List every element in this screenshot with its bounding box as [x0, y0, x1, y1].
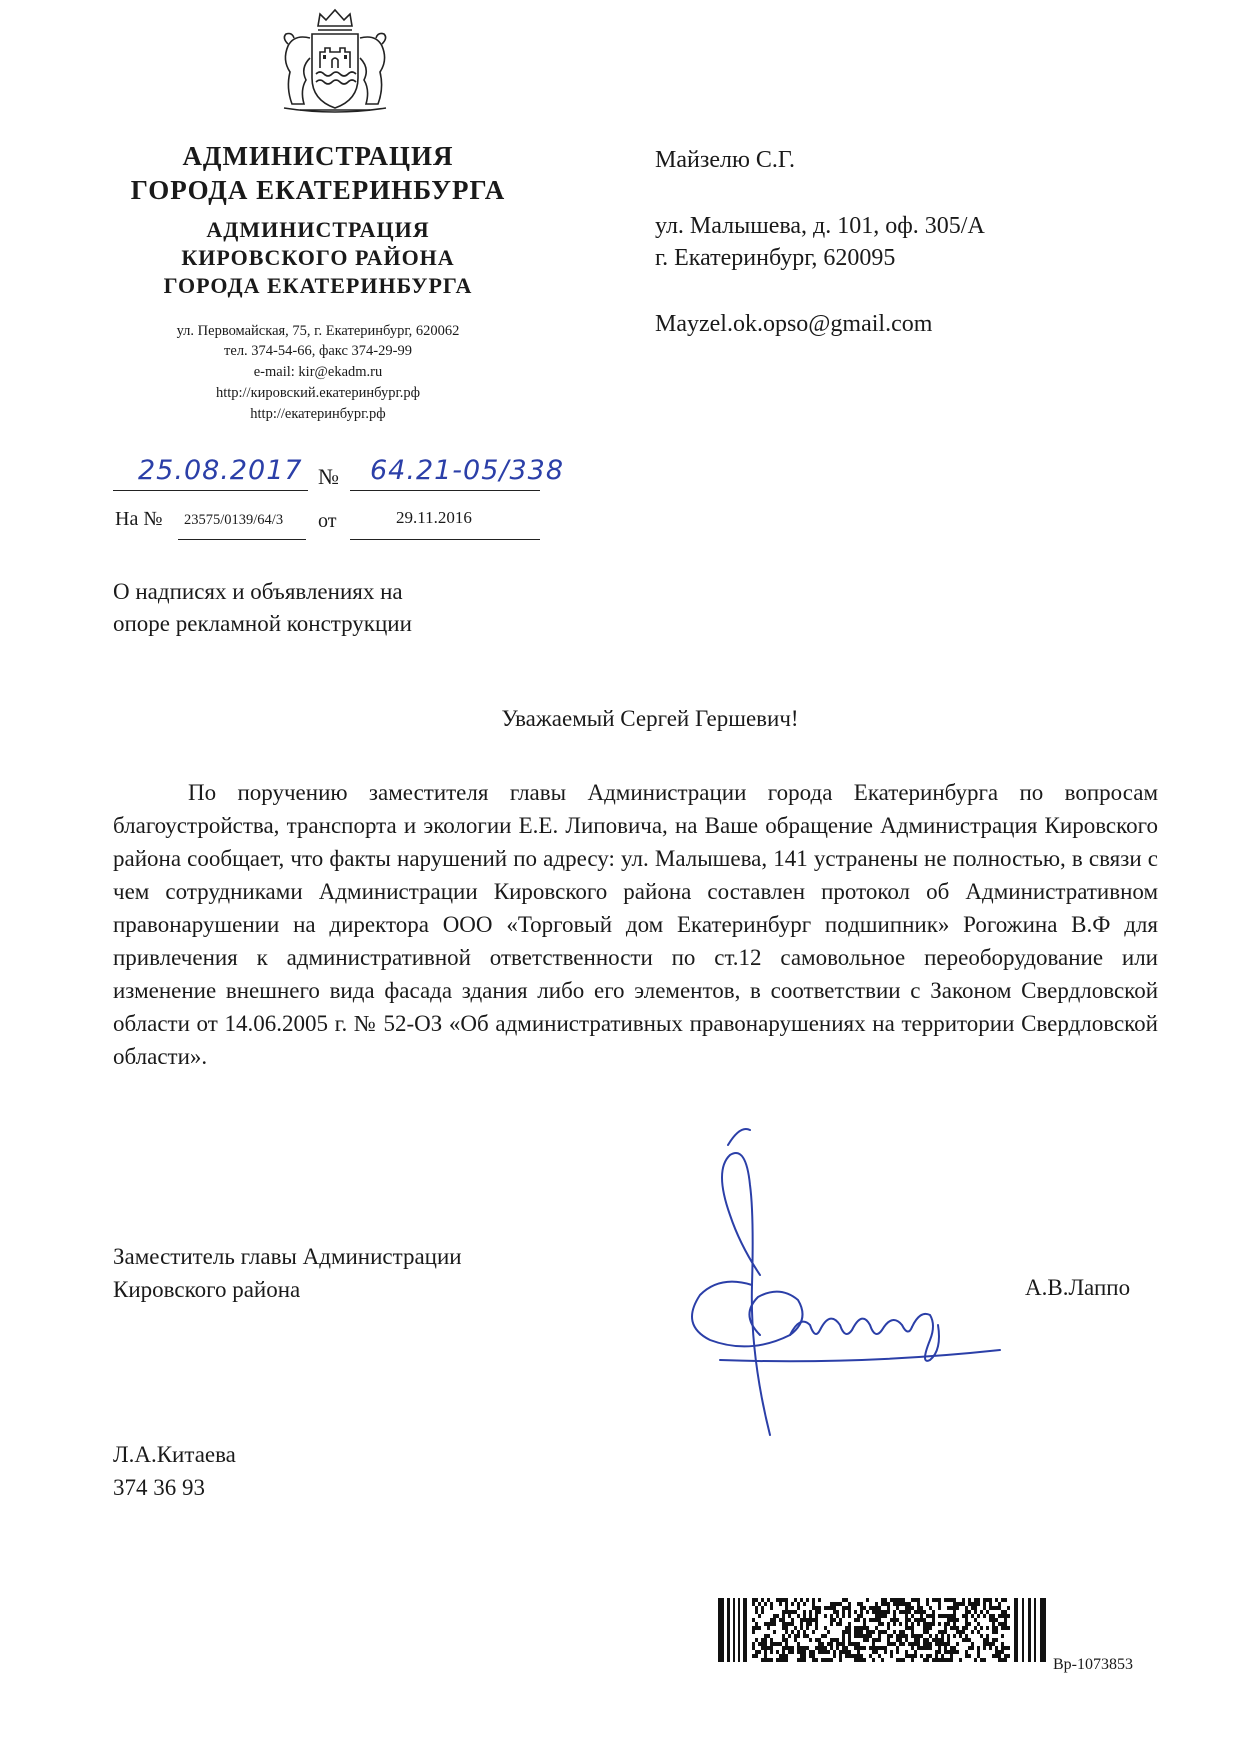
subject-line-1: О надписях и объявлениях на: [113, 579, 403, 604]
org-name-line2: ГОРОДА ЕКАТЕРИНБУРГА: [130, 175, 506, 205]
letter-subject: [113, 576, 533, 640]
signatory-title-line-2: Кировского района: [113, 1277, 301, 1302]
outgoing-date-handwritten: 25.08.2017: [138, 455, 303, 486]
executor-phone: 374 36 93: [113, 1475, 205, 1500]
salutation: Уважаемый Сергей Гершевич!: [501, 706, 799, 731]
org-name-line1: АДМИНИСТРАЦИЯ: [182, 141, 454, 171]
from-label: от: [318, 510, 337, 532]
subject-line-2: опоре рекламной конструкции: [113, 611, 412, 636]
reply-date-underline: [350, 539, 540, 540]
addressee-city: г. Екатеринбург, 620095: [655, 245, 896, 271]
document-barcode: [718, 1598, 1046, 1662]
date-underline: [113, 490, 308, 491]
number-underline: [350, 490, 540, 491]
org-address: ул. Первомайская, 75, г. Екатеринбург, 620062: [176, 323, 460, 339]
letter-body: По поручению заместителя главы Администрации города Екатеринбурга по вопросам благоустройства, транспорта и экологии Е.Е. Липовича, на Ваше обращение Администрация Кировского района сообщает, что факты нарушений по адресу: ул. Малышева, 141 устранены не полностью, в связи с чем сотрудниками Администрации Кировского района составлен протокол об Административном правонарушении на директора ООО «Торговый дом Екатеринбург подшипник» Рогожина В.Ф для привлечения к административной ответственности по ст.12 самовольное переоборудование или изменение внешнего вида фасада здания либо его элементов, в соответствии с Законом Свердловской области от 14.06.2005 г. № 52-ОЗ «Об административных правонарушениях на территории Свердловской области».: [113, 780, 1158, 1069]
dept-name-line1: АДМИНИСТРАЦИЯ: [206, 217, 430, 242]
reply-number-underline: [178, 539, 306, 540]
executor-info: [113, 1438, 236, 1504]
dept-name-line2: КИРОВСКОГО РАЙОНА: [181, 245, 455, 270]
handwritten-signature: [680, 1125, 1040, 1445]
reply-label: На №: [115, 508, 163, 530]
org-phone: тел. 374-54-66, факс 374-29-99: [224, 343, 412, 359]
addressee-name: Майзелю С.Г.: [655, 147, 796, 173]
addressee-email: Mayzel.ok.opso@gmail.com: [655, 311, 933, 337]
outgoing-number-handwritten: 64.21-05/338: [370, 455, 565, 486]
addressee-street: ул. Малышева, д. 101, оф. 305/А: [655, 213, 985, 239]
executor-name: Л.А.Китаева: [113, 1442, 236, 1467]
signatory-name: А.В.Лаппо: [1025, 1275, 1131, 1300]
org-site-2: http://екатеринбург.рф: [250, 406, 386, 422]
org-email: e-mail: kir@ekadm.ru: [253, 364, 383, 380]
dept-name-line3: ГОРОДА ЕКАТЕРИНБУРГА: [163, 273, 473, 298]
barcode-id: Вр-1073853: [1053, 1656, 1133, 1673]
org-site-1: http://кировский.екатеринбург.рф: [215, 385, 421, 401]
coat-of-arms-logo: [270, 8, 400, 120]
signatory-title-line-1: Заместитель главы Администрации: [113, 1244, 462, 1269]
reply-date: 29.11.2016: [396, 508, 472, 527]
signatory-title: [113, 1240, 462, 1306]
reply-number: 23575/0139/64/3: [184, 512, 284, 528]
number-label: №: [318, 464, 339, 489]
